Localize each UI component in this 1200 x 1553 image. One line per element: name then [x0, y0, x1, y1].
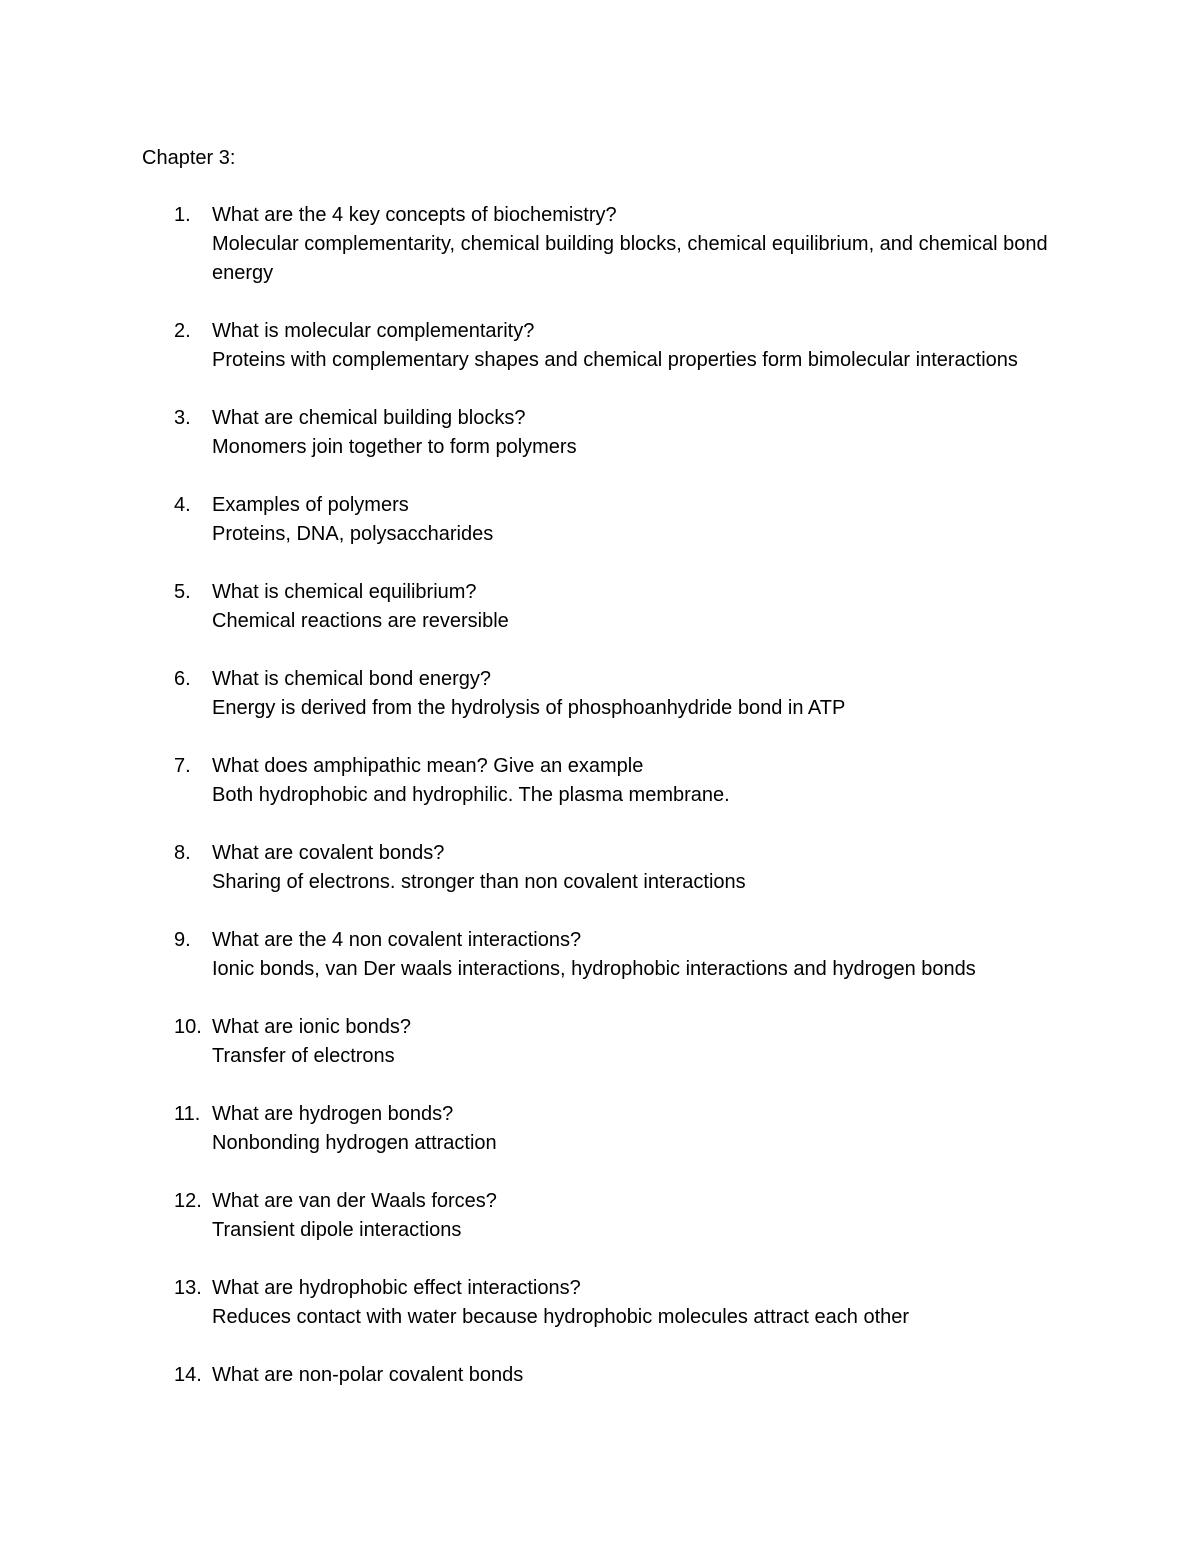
question-text: What are van der Waals forces?: [212, 1190, 497, 1212]
answer-text: Transient dipole interactions: [212, 1219, 462, 1241]
item-number: 6.: [174, 668, 191, 690]
answer-text: Chemical reactions are reversible: [212, 610, 509, 632]
list-item: [174, 665, 1074, 723]
question-text: What is chemical bond energy?: [212, 668, 492, 690]
list-item: [174, 1013, 1074, 1071]
question-text: What is molecular complementarity?: [212, 320, 535, 342]
item-number: 1.: [174, 204, 191, 226]
question-text: What are ionic bonds?: [212, 1016, 412, 1038]
list-item: [174, 317, 1074, 375]
item-number: 12.: [174, 1190, 202, 1212]
list-item: [174, 404, 1074, 462]
question-text: What are hydrogen bonds?: [212, 1103, 454, 1125]
item-number: 5.: [174, 581, 191, 603]
question-text: What is chemical equilibrium?: [212, 581, 477, 603]
question-text: What are the 4 key concepts of biochemistry?: [212, 204, 617, 226]
answer-text: Proteins, DNA, polysaccharides: [212, 523, 494, 545]
list-item: [174, 752, 1074, 810]
item-number: 11.: [174, 1103, 201, 1125]
question-text: What are the 4 non covalent interactions?: [212, 929, 582, 951]
answer-text: Monomers join together to form polymers: [212, 436, 577, 458]
list-item: [174, 1100, 1074, 1158]
answer-text: Sharing of electrons. stronger than non covalent interactions: [212, 871, 746, 893]
question-text: What are non-polar covalent bonds: [212, 1364, 524, 1386]
item-number: 4.: [174, 494, 191, 516]
question-text: What are hydrophobic effect interactions?: [212, 1277, 581, 1299]
item-number: 9.: [174, 929, 191, 951]
question-text: What are chemical building blocks?: [212, 407, 526, 429]
answer-text: Energy is derived from the hydrolysis of phosphoanhydride bond in ATP: [212, 697, 846, 719]
list-item: [174, 1361, 1074, 1390]
list-item: [174, 1187, 1074, 1245]
item-number: 8.: [174, 842, 191, 864]
question-text: What does amphipathic mean? Give an example: [212, 755, 644, 777]
item-number: 13.: [174, 1277, 202, 1299]
answer-text: Molecular complementarity, chemical building blocks, chemical equilibrium, and chemical bond energy: [212, 233, 1048, 284]
list-item: [174, 839, 1074, 897]
question-list: [174, 201, 1074, 1419]
question-text: Examples of polymers: [212, 494, 409, 516]
list-item: [174, 926, 1074, 984]
answer-text: Nonbonding hydrogen attraction: [212, 1132, 497, 1154]
list-item: [174, 578, 1074, 636]
page-title: Chapter 3:: [142, 147, 236, 169]
answer-text: Both hydrophobic and hydrophilic. The plasma membrane.: [212, 784, 730, 806]
list-item: [174, 1274, 1074, 1332]
answer-text: Transfer of electrons: [212, 1045, 395, 1067]
question-text: What are covalent bonds?: [212, 842, 445, 864]
item-number: 3.: [174, 407, 191, 429]
list-item: [174, 201, 1074, 288]
list-item: [174, 491, 1074, 549]
item-number: 10.: [174, 1016, 202, 1038]
answer-text: Ionic bonds, van Der waals interactions, hydrophobic interactions and hydrogen bonds: [212, 958, 976, 980]
item-number: 7.: [174, 755, 191, 777]
item-number: 2.: [174, 320, 191, 342]
item-number: 14.: [174, 1364, 202, 1386]
answer-text: Reduces contact with water because hydrophobic molecules attract each other: [212, 1306, 910, 1328]
answer-text: Proteins with complementary shapes and chemical properties form bimolecular interactions: [212, 349, 1018, 371]
